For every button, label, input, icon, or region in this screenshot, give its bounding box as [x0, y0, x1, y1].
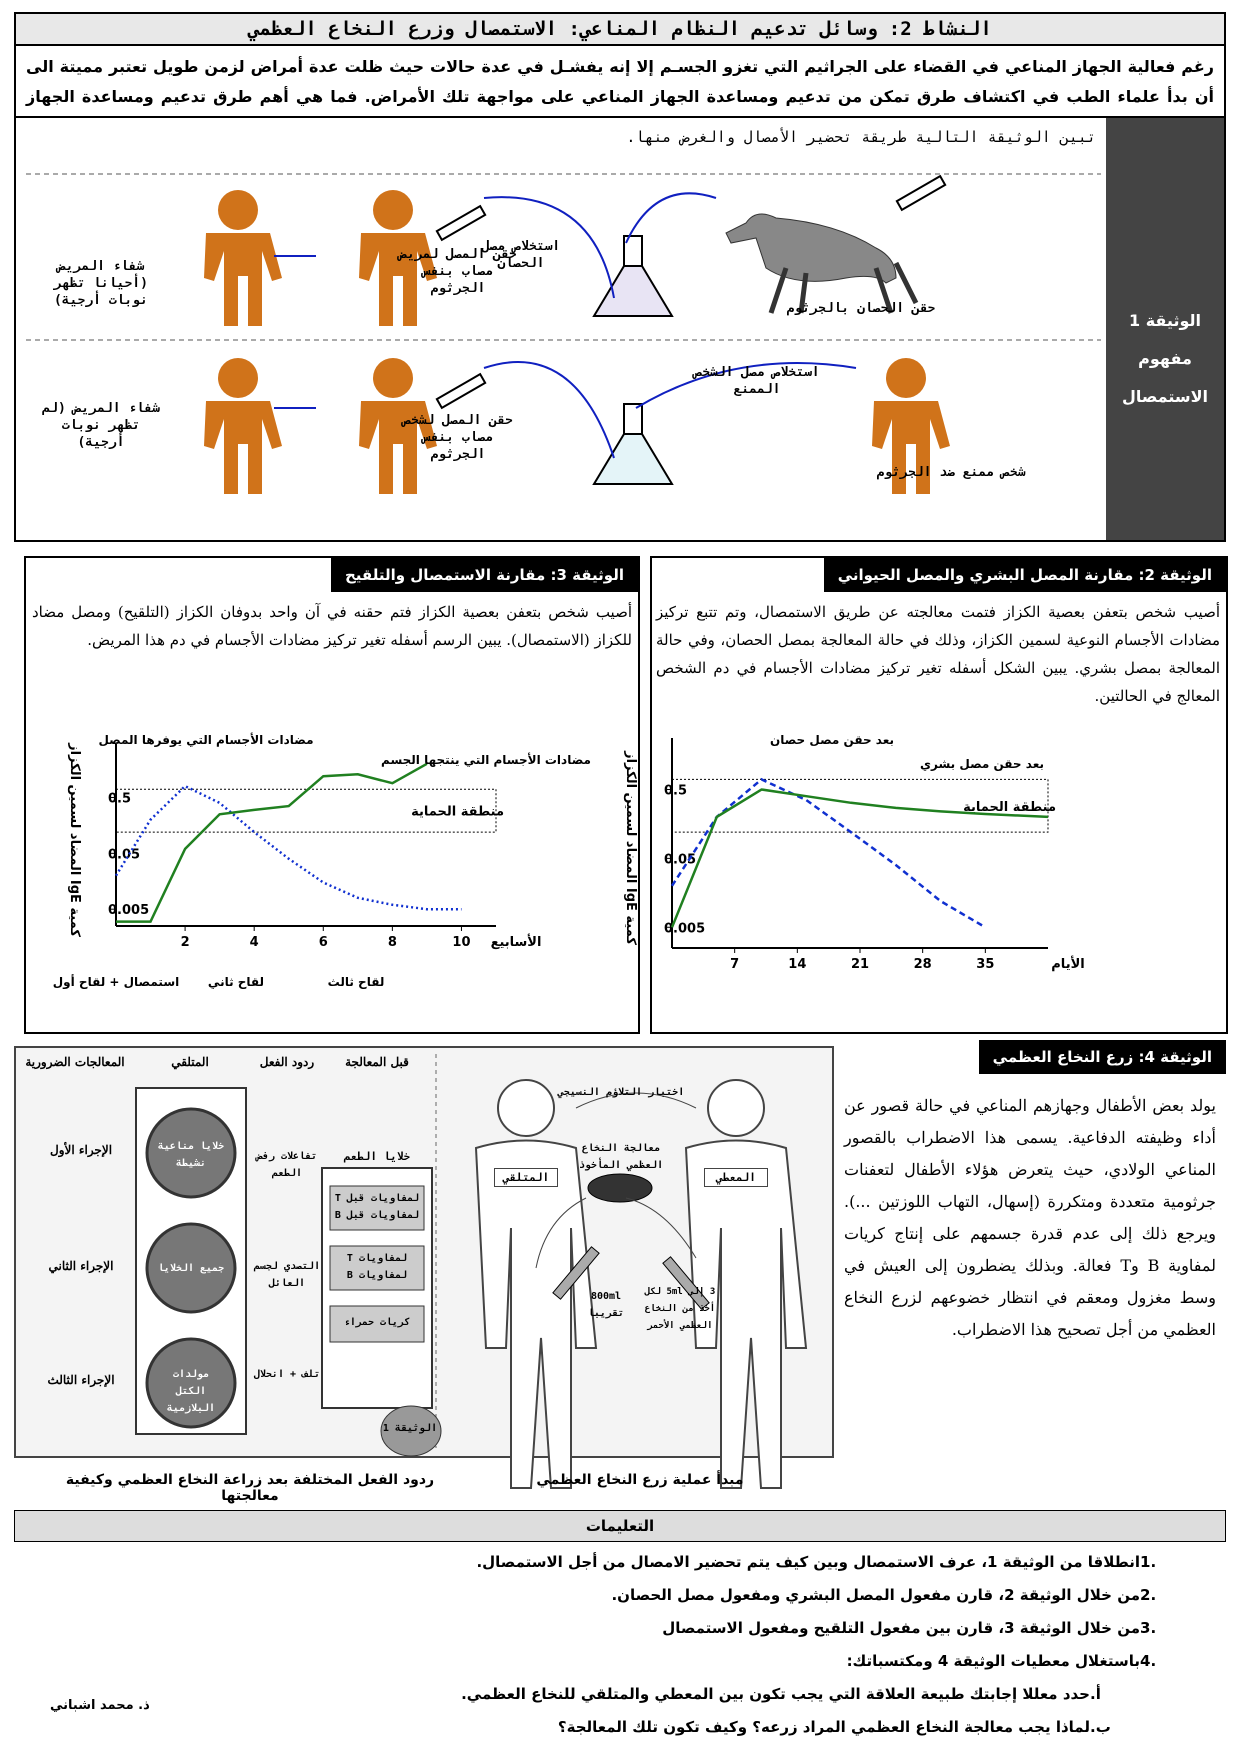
petri-dish-icon	[588, 1174, 652, 1202]
y-axis-label: كمية IgE المضاد لسمين الكزاز	[623, 751, 638, 945]
graft-cell: لمفاويات قبل T لمفاويات قبل B	[334, 1193, 420, 1221]
doc1-side-line: مفهوم	[1138, 349, 1192, 368]
reaction-label: تلف + انحلال	[253, 1369, 321, 1380]
event-label: لقاح ثالث	[327, 975, 385, 989]
y-tick-label: 0.05	[664, 852, 697, 868]
y-axis-label: كمية IgE المضاد لسمين الكزاز	[67, 743, 82, 937]
r2-result-label: شفاء المريض (لم تظهر نوبات أرجية)	[42, 401, 160, 450]
instructions-head: التعليمات	[14, 1510, 1226, 1542]
legend-human: بعد حقن مصل بشري	[920, 757, 1044, 771]
x-tick-label: 21	[850, 957, 870, 972]
y-tick-label: 0.5	[108, 791, 132, 807]
r1-extract-label: استخلاص مصل الحصان	[481, 239, 561, 271]
doc4-right-caption: مبدأ عملية زرع النخاع العظمي	[536, 1472, 744, 1488]
person-icon	[204, 358, 282, 494]
event-label: لقاح ثاني	[207, 975, 265, 989]
x-tick-label: 2	[180, 935, 190, 950]
doc4-diagram	[16, 1048, 832, 1456]
doc4-tag: الوثيقة 4: زرع النخاع العظمي	[979, 1040, 1226, 1074]
x-tick-label: 10	[452, 935, 471, 950]
syringe-icon	[437, 374, 485, 408]
reaction-label: تفاعلات رفض الطعم	[256, 1151, 318, 1179]
step-label: الإجراء الأول	[49, 1143, 113, 1157]
x-tick-label: 14	[788, 957, 807, 972]
y-tick-label: 0.005	[664, 921, 706, 937]
dish-label: معالجة النخاع العظمي المأخوذ	[578, 1143, 664, 1171]
compat-label: اختبار التلاؤم النسيجي	[557, 1087, 685, 1098]
horse-icon	[726, 214, 916, 313]
instruction-item: أ.حدد معللا إجابتك طبيعة العلاقة التي يجب تكون بين المعطي والمتلقي للنخاع العظمي.	[461, 1685, 1101, 1703]
doc4-figure	[14, 1046, 834, 1458]
legend-body: مضادات الأجسام التي ينتجها الجسم	[381, 753, 591, 767]
x-tick-label: 6	[318, 935, 328, 950]
volume-label: 800ml تقريبا	[587, 1291, 625, 1319]
x-tick-label: 7	[730, 957, 740, 972]
r2-donor-label: شخص ممنع ضد الجرثوم	[876, 465, 1026, 480]
doc1-panel	[14, 118, 1226, 542]
x-tick-label: 4	[249, 935, 259, 950]
event-label: استمصال + لقاح أول	[52, 975, 180, 989]
r2-inject-label: حقن المصل لشخص مصاب بنفس الجرثوم	[403, 413, 513, 462]
instruction-item: .4باستغلال معطيات الوثيقة 4 ومكتسباتك:	[846, 1652, 1157, 1670]
doc1-caption: تبين الوثيقة التالية طريقة تحضير الأمصال والغرض منها.	[626, 128, 1096, 146]
x-tick-label: 8	[387, 935, 397, 950]
person-icon	[204, 190, 282, 326]
flask-icon	[594, 404, 672, 484]
page-title: النشاط 2: وسائل تدعيم النظام المناعي: الاستمصال وزرع النخاع العظمي	[14, 12, 1226, 46]
cell-label: مولدات الكتل البلازمية	[166, 1369, 216, 1414]
graft-head: خلايا الطعم	[343, 1150, 411, 1163]
intro-paragraph: رغم فعالية الجهاز المناعي في القضاء على الجراثيم التي تغزو الجسـم إلا إنه يفشـل في عدة حالات حيث ظلت عدة أمراض لزمن طويل تعتبر مميتة الى أن بدأ علماء الطب في اكتشاف طرق تمكن من تدعيم ومساعدة الجهاز المناعي على مواجهة تلك الأمراض. فما هي أهم طرق تدعيم ومساعدة الجهاز	[14, 46, 1226, 118]
doc4-text-panel	[834, 1040, 1226, 1446]
legend-serum: مضادات الأجسام التي يوفرها المصل	[98, 733, 314, 747]
recipient-label: المتلقي	[494, 1168, 558, 1187]
volume-label: 3 إلى 5ml لكل أخذ من النخاع العظمي الأحمر	[644, 1287, 716, 1331]
step-label: الإجراء الثالث	[47, 1373, 115, 1387]
y-tick-label: 0.005	[108, 903, 150, 919]
series-line	[116, 764, 427, 922]
col-head: قبل المعالجة	[345, 1055, 409, 1069]
syringe-icon	[897, 176, 945, 210]
arrow-icon	[626, 1198, 696, 1258]
doc1-side-line: الاستمصال	[1121, 387, 1209, 406]
doc3-text: أصيب شخص بتعفن بعصية الكزاز فتم حقنه في آن واحد بدوفان الكزاز (التلقيح) ومصل مضاد للكزاز (الاستمصال). يبين الرسم أسفله تغير تركيز مضادات الأجسام في دم هذا المريض.	[32, 603, 632, 649]
author: ذ. محمد اشباني	[50, 1698, 150, 1713]
doc4-left-caption: ردود الفعل المختلفة بعد زراعة النخاع العظمي وكيفية معالجتها	[65, 1472, 435, 1504]
flask-icon	[594, 236, 672, 316]
y-tick-label: 0.05	[108, 847, 141, 863]
col-head: المتلقي	[171, 1055, 209, 1069]
y-tick-label: 0.5	[664, 783, 688, 799]
x-axis-label: الأيام	[1051, 957, 1085, 972]
doc2-chart	[623, 728, 1228, 1032]
doc2-tag: الوثيقة 2: مقارنة المصل البشري والمصل الحيواني	[824, 558, 1226, 592]
instruction-item: .3من خلال الوثيقة 3، قارن بين مفعول التلقيح ومفعول الاستمصال	[662, 1619, 1157, 1637]
doc1-side-label	[1106, 118, 1224, 540]
doc3-panel	[24, 556, 640, 1034]
cell-label: خلايا مناعية نشيطة	[157, 1141, 225, 1169]
instruction-item: .2من خلال الوثيقة 2، قارن مفعول المصل البشري ومفعول مصل الحصان.	[611, 1586, 1157, 1604]
zone-label: منطقة الحماية	[411, 804, 504, 820]
r1-horse-label: حقن الحصان بالجرثوم	[786, 301, 936, 316]
doc3-tag: الوثيقة 3: مقارنة الاستمصال والتلقيح	[331, 558, 638, 592]
legend-horse: بعد حقن مصل حصان	[769, 733, 895, 747]
step-label: الإجراء الثاني	[48, 1259, 114, 1273]
x-axis-label: الأسابيع	[490, 935, 542, 950]
syringe-icon	[437, 206, 485, 240]
instruction-item: ب.لماذا يجب معالجة النخاع العظمي المراد زرعه؟ وكيف تكون تلك المعالجة؟	[557, 1718, 1111, 1736]
r1-result-label: شفاء المريض (أحيانا تظهر نوبات أرجية)	[54, 259, 148, 308]
reaction-label: التصدي لجسم العائل	[253, 1261, 321, 1289]
x-tick-label: 35	[976, 957, 995, 972]
badge-label: الوثيقة 1	[382, 1423, 438, 1434]
instruction-item: .1انطلاقا من الوثيقة 1، عرف الاستمصال وبين كيف يتم تحضير الامصال من أجل الاستمصال.	[476, 1553, 1157, 1571]
series-line	[672, 779, 985, 927]
r1-inject-label: حقن المصل لمريض مصاب بنفس الجرثوم	[399, 247, 517, 296]
doc3-chart	[26, 714, 640, 1032]
graft-cell: لمفاويات T لمفاويات B	[346, 1253, 408, 1281]
col-head: المعالجات الضرورية	[25, 1055, 125, 1069]
x-tick-label: 28	[913, 957, 932, 972]
graft-cell: كريات حمراء	[343, 1317, 411, 1328]
doc1-side-line: الوثيقة 1	[1129, 311, 1201, 330]
r2-extract-label: استخلاص مصل الشخص الممنع	[694, 365, 820, 397]
doc2-text: أصيب شخص بتعفن بعصية الكزاز فتمت معالجته عن طريق الاستمصال، وتم تتبع تركيز مضادات الأجسام النوعية لسمين الكزاز، وذلك في حالة المعالجة بمصل الحصان، وفي حالة المعالجة بمصل بشري. يبين الشكل أسفله تغير تركيز مضادات الأجسام في دم الشخص المعالج في الحالتين.	[656, 603, 1220, 705]
doc4-text: يولد بعض الأطفال وجهازهم المناعي في حالة قصور عن أداء وظيفته الدفاعية. يسمى هذا الاضطراب بالقصور المناعي الولادي، حيث يتعرض هؤلاء الأطفال لتعفنات جرثومية متعددة ومتكررة (إسهال، التهاب اللوزتين ...). ويرجع ذلك إلى عدم قدرة جسمهم على إنتاج كريات لمفاوية B وT فعالة. وبذلك يضطرون إلى العيش في وسط مغزول ومعقم في انتظار خضوعهم لزرع النخاع العظمي من أجل تصحيح هذا الاضطراب.	[844, 1096, 1217, 1339]
zone-label: منطقة الحماية	[963, 799, 1056, 815]
cell-label: جميع الخلايا	[157, 1263, 225, 1274]
donor-label: المعطي	[704, 1168, 768, 1187]
doc2-panel	[623, 556, 1228, 1034]
col-head: ردود الفعل	[259, 1055, 315, 1069]
